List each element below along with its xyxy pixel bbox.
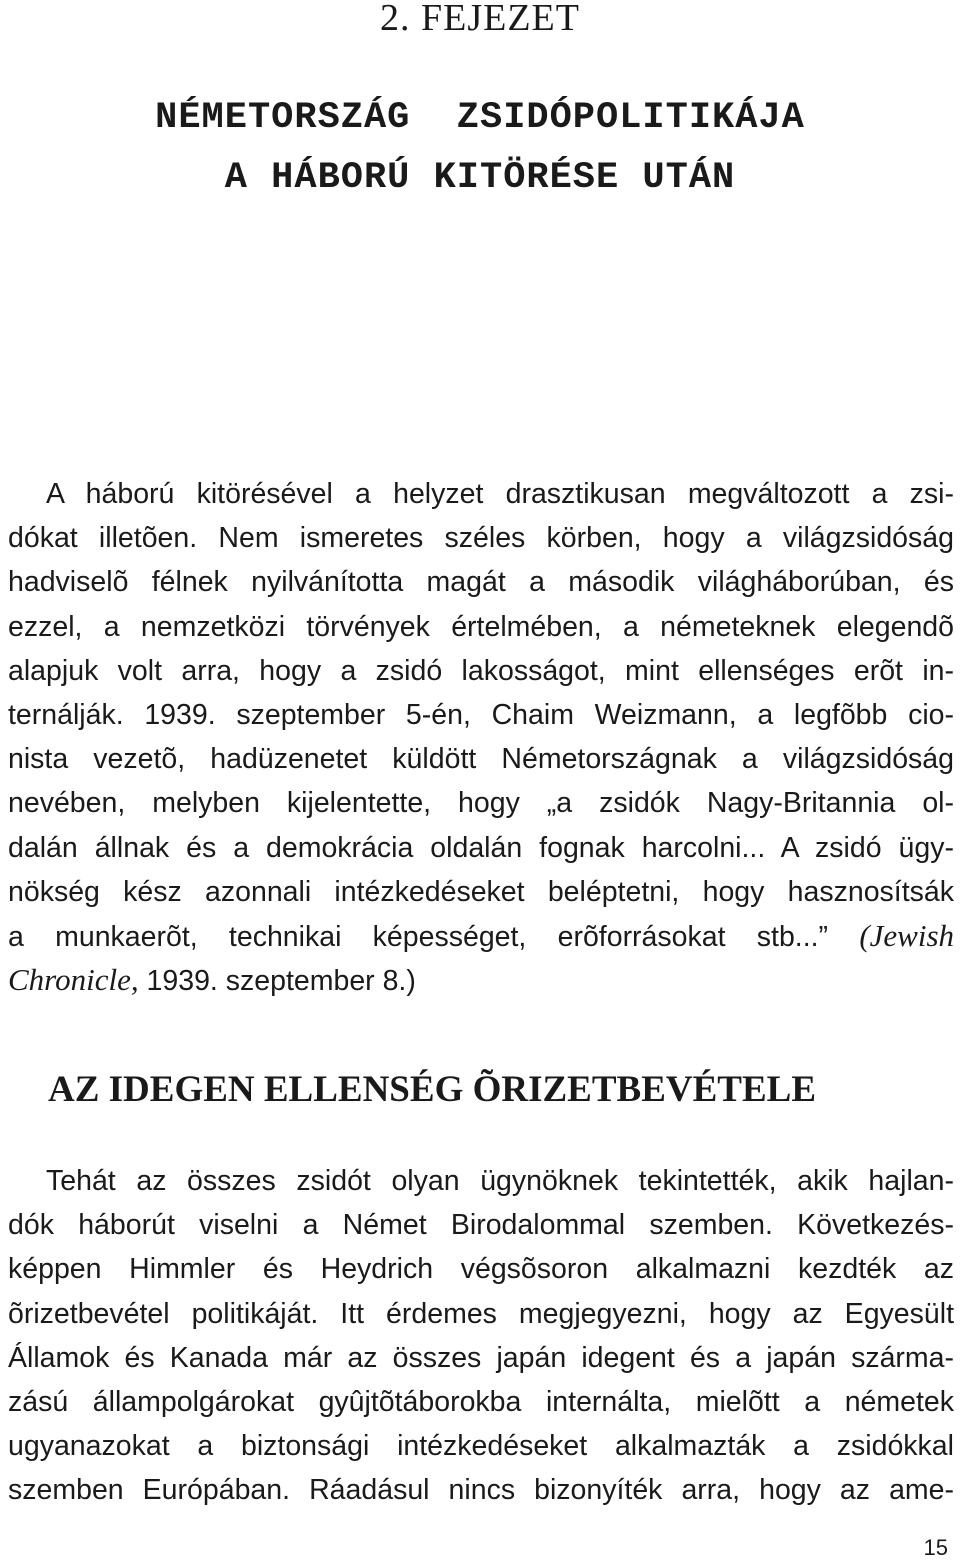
text-line: nevében, melyben kijelentette, hogy „a zsidók Nagy-Britannia ol-	[8, 787, 954, 820]
text-line: ugyanazokat a biztonsági intézkedéseket alkalmazták a zsidókkal	[8, 1430, 954, 1463]
text-line: ezzel, a nemzetközi törvények értelmében, a németeknek elegendõ	[8, 610, 954, 643]
citation-italic: (Jewish	[859, 917, 955, 953]
text-line: dókat illetõen. Nem ismeretes széles körben, hogy a világzsidóság	[8, 522, 954, 555]
chapter-title-line-2: A HÁBORÚ KITÖRÉSE UTÁN	[224, 157, 736, 199]
chapter-title-line-1: NÉMETORSZÁG ZSIDÓPOLITIKÁJA	[155, 97, 805, 139]
text-segment: a munkaerõt, technikai képességet, erõforrásokat stb...”	[8, 920, 829, 953]
section-heading: AZ IDEGEN ELLENSÉG ÕRIZETBEVÉTELE	[48, 1069, 817, 1110]
citation-italic: Chronicle,	[8, 962, 139, 998]
text-line: zású állampolgárokat gyûjtõtáborokba internálta, mielõtt a németek	[8, 1385, 954, 1418]
chapter-title	[0, 88, 960, 208]
text-line: képpen Himmler és Heydrich végsõsoron alkalmazni kezdték az	[8, 1253, 954, 1286]
text-line	[8, 914, 954, 958]
paragraph-2	[8, 1159, 954, 1513]
text-line: ternálják. 1939. szeptember 5-én, Chaim Weizmann, a legfõbb cio-	[8, 698, 954, 731]
text-line: dalán állnak és a demokrácia oldalán fognak harcolni... A zsidó ügy-	[8, 831, 954, 864]
chapter-label: 2. FEJEZET	[380, 0, 580, 39]
text-line: Tehát az összes zsidót olyan ügynöknek tekintették, akik hajlan-	[46, 1165, 954, 1197]
text-line: A háború kitörésével a helyzet drasztikusan megváltozott a zsi-	[46, 478, 954, 510]
text-line: szemben Európában. Ráadásul nincs bizonyíték arra, hogy az ame-	[8, 1474, 954, 1507]
text-line: Államok és Kanada már az összes japán idegent és a japán szárma-	[8, 1341, 954, 1374]
citation-date: 1939. szeptember 8.)	[146, 965, 416, 998]
paragraph-1	[8, 472, 954, 1002]
page-number: 15	[923, 1535, 948, 1560]
text-line: õrizetbevétel politikáját. Itt érdemes megjegyezni, hogy az Egyesült	[8, 1297, 954, 1330]
text-line: alapjuk volt arra, hogy a zsidó lakosságot, mint ellenséges erõt in-	[8, 654, 954, 687]
text-line	[8, 958, 954, 1002]
text-line: hadviselõ félnek nyilvánította magát a második világháborúban, és	[8, 566, 954, 599]
text-line: dók háborút viselni a Német Birodalommal szemben. Következés-	[8, 1209, 954, 1242]
text-line: nista vezetõ, hadüzenetet küldött Németországnak a világzsidóság	[8, 743, 954, 776]
text-line: nökség kész azonnali intézkedéseket beléptetni, hogy hasznosítsák	[8, 875, 954, 908]
